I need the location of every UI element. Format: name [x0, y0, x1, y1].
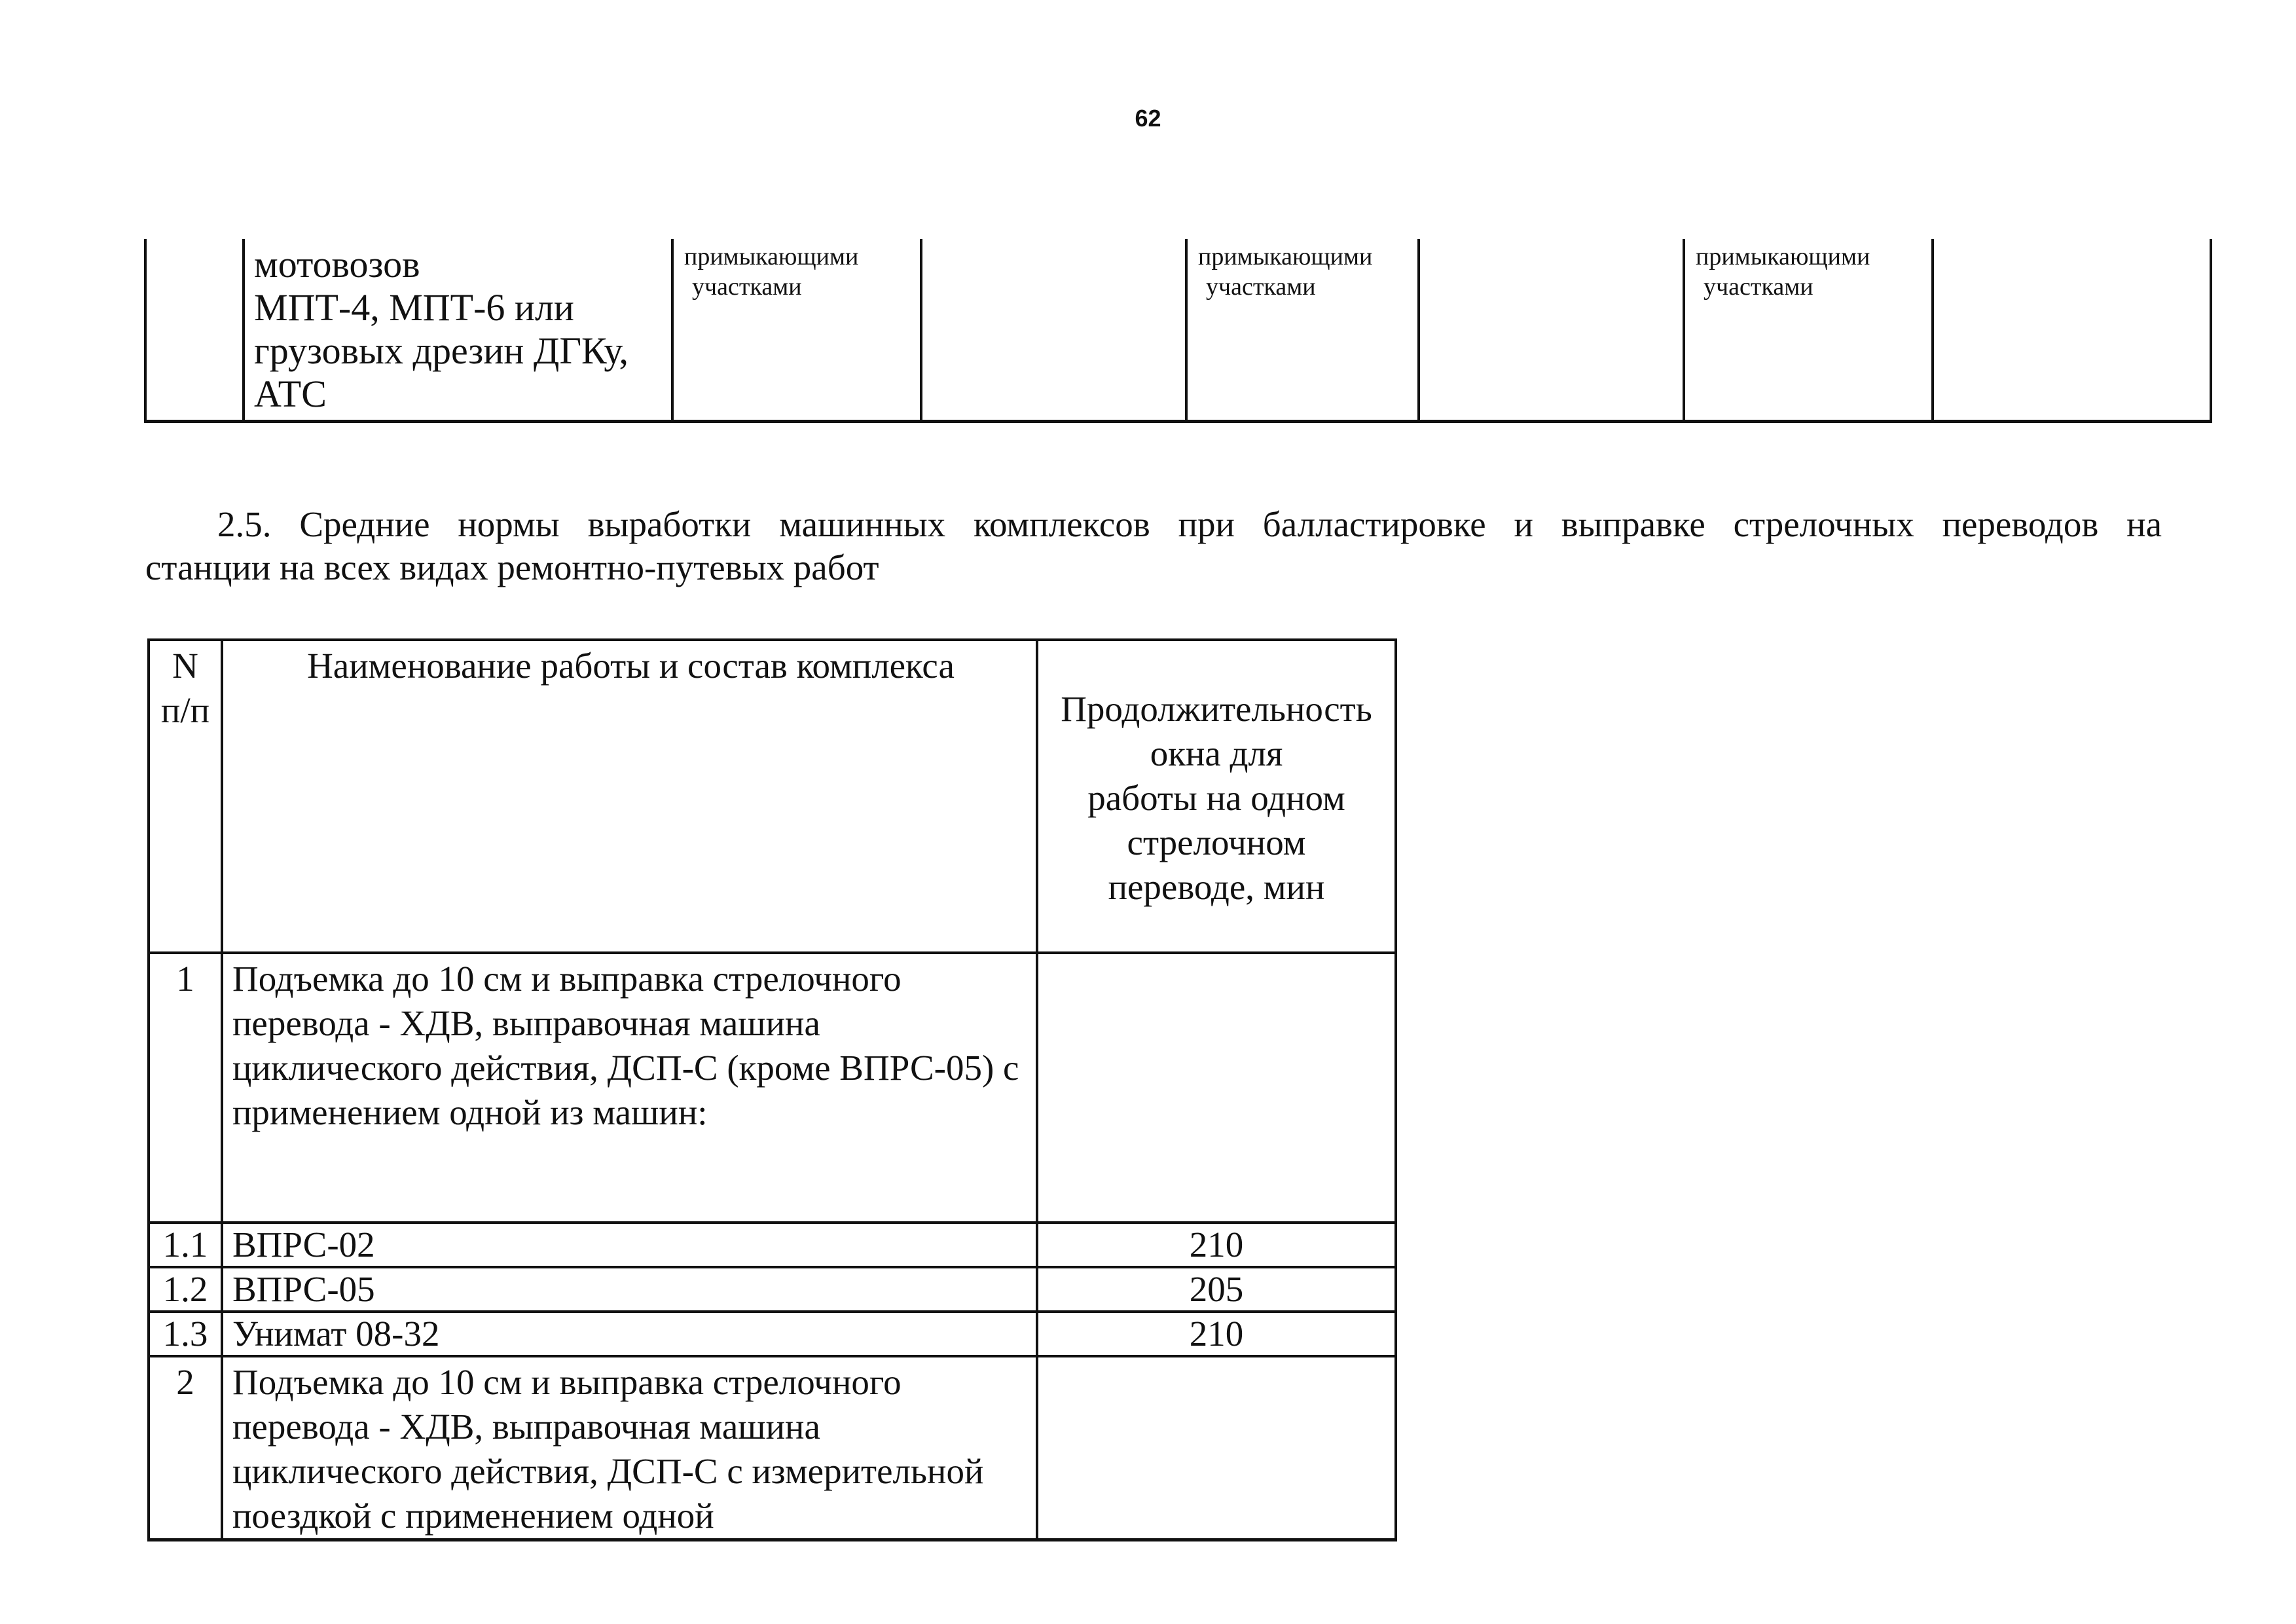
- section-heading-line: 2.5. Средние нормы выработки машинных комплексов при балластировке и выправке стрелочных переводов на: [217, 504, 2162, 544]
- continuation-row: [145, 239, 2211, 422]
- section-heading: [145, 503, 2162, 589]
- header-duration: [1037, 640, 1396, 953]
- adjacent-text: участками: [692, 273, 802, 301]
- cell-adjacent-2: [1186, 239, 1419, 422]
- row-name: ВПРС-02: [222, 1223, 1037, 1267]
- description-line: мотовозов: [254, 243, 420, 286]
- table-row: [149, 953, 1396, 1223]
- cell-empty: [921, 239, 1186, 422]
- row-name: Подъемка до 10 см и выправка стрелочного перевода - ХДВ, выправочная машина циклического действия, ДСП-С с измерительной поездкой с применением одной: [222, 1356, 1037, 1540]
- cell-adjacent-3: [1684, 239, 1933, 422]
- row-num: 1: [149, 953, 222, 1223]
- header-duration-line: переводе, мин: [1108, 867, 1325, 907]
- description-line: грузовых дрезин ДГКу,: [254, 329, 629, 372]
- row-duration: [1037, 1356, 1396, 1540]
- row-num: 1.1: [149, 1223, 222, 1267]
- row-duration: 210: [1037, 1312, 1396, 1356]
- header-duration-line: Продолжительность: [1061, 689, 1372, 729]
- row-name: Унимат 08-32: [222, 1312, 1037, 1356]
- header-duration-line: окна для: [1150, 733, 1283, 773]
- continuation-table: [144, 239, 2212, 423]
- cell-empty: [1419, 239, 1684, 422]
- cell-adjacent-1: [672, 239, 921, 422]
- row-name: Подъемка до 10 см и выправка стрелочного перевода - ХДВ, выправочная машина циклического действия, ДСП-С (кроме ВПРС-05) с применением одной из машин:: [222, 953, 1037, 1223]
- row-duration: [1037, 953, 1396, 1223]
- adjacent-text: примыкающими: [684, 243, 859, 270]
- norms-table: [147, 638, 1397, 1541]
- table-row: [149, 1223, 1396, 1267]
- row-duration: 210: [1037, 1223, 1396, 1267]
- table-header-row: [149, 640, 1396, 953]
- section-heading-line: станции на всех видах ремонтно-путевых работ: [145, 547, 879, 587]
- header-duration-line: стрелочном: [1127, 822, 1306, 862]
- header-num-line: п/п: [160, 690, 210, 730]
- table-row: [149, 1312, 1396, 1356]
- cell-empty: [1933, 239, 2211, 422]
- row-num: 2: [149, 1356, 222, 1540]
- header-duration-line: работы на одном: [1087, 778, 1345, 818]
- adjacent-text: участками: [1206, 273, 1316, 301]
- adjacent-text: примыкающими: [1696, 243, 1870, 270]
- row-num: 1.3: [149, 1312, 222, 1356]
- page-number: 62: [1135, 105, 1161, 132]
- adjacent-text: примыкающими: [1198, 243, 1373, 270]
- row-num: 1.2: [149, 1267, 222, 1312]
- cell-empty: [145, 239, 244, 422]
- row-duration: 205: [1037, 1267, 1396, 1312]
- header-num: [149, 640, 222, 953]
- header-name: Наименование работы и состав комплекса: [222, 640, 1037, 953]
- table-row: [149, 1267, 1396, 1312]
- adjacent-text: участками: [1704, 273, 1813, 301]
- cell-description: [244, 239, 672, 422]
- description-line: МПТ-4, МПТ-6 или: [254, 286, 574, 329]
- table-row: [149, 1356, 1396, 1540]
- description-line: АТС: [254, 373, 327, 415]
- header-num-line: N: [172, 646, 198, 686]
- row-name: ВПРС-05: [222, 1267, 1037, 1312]
